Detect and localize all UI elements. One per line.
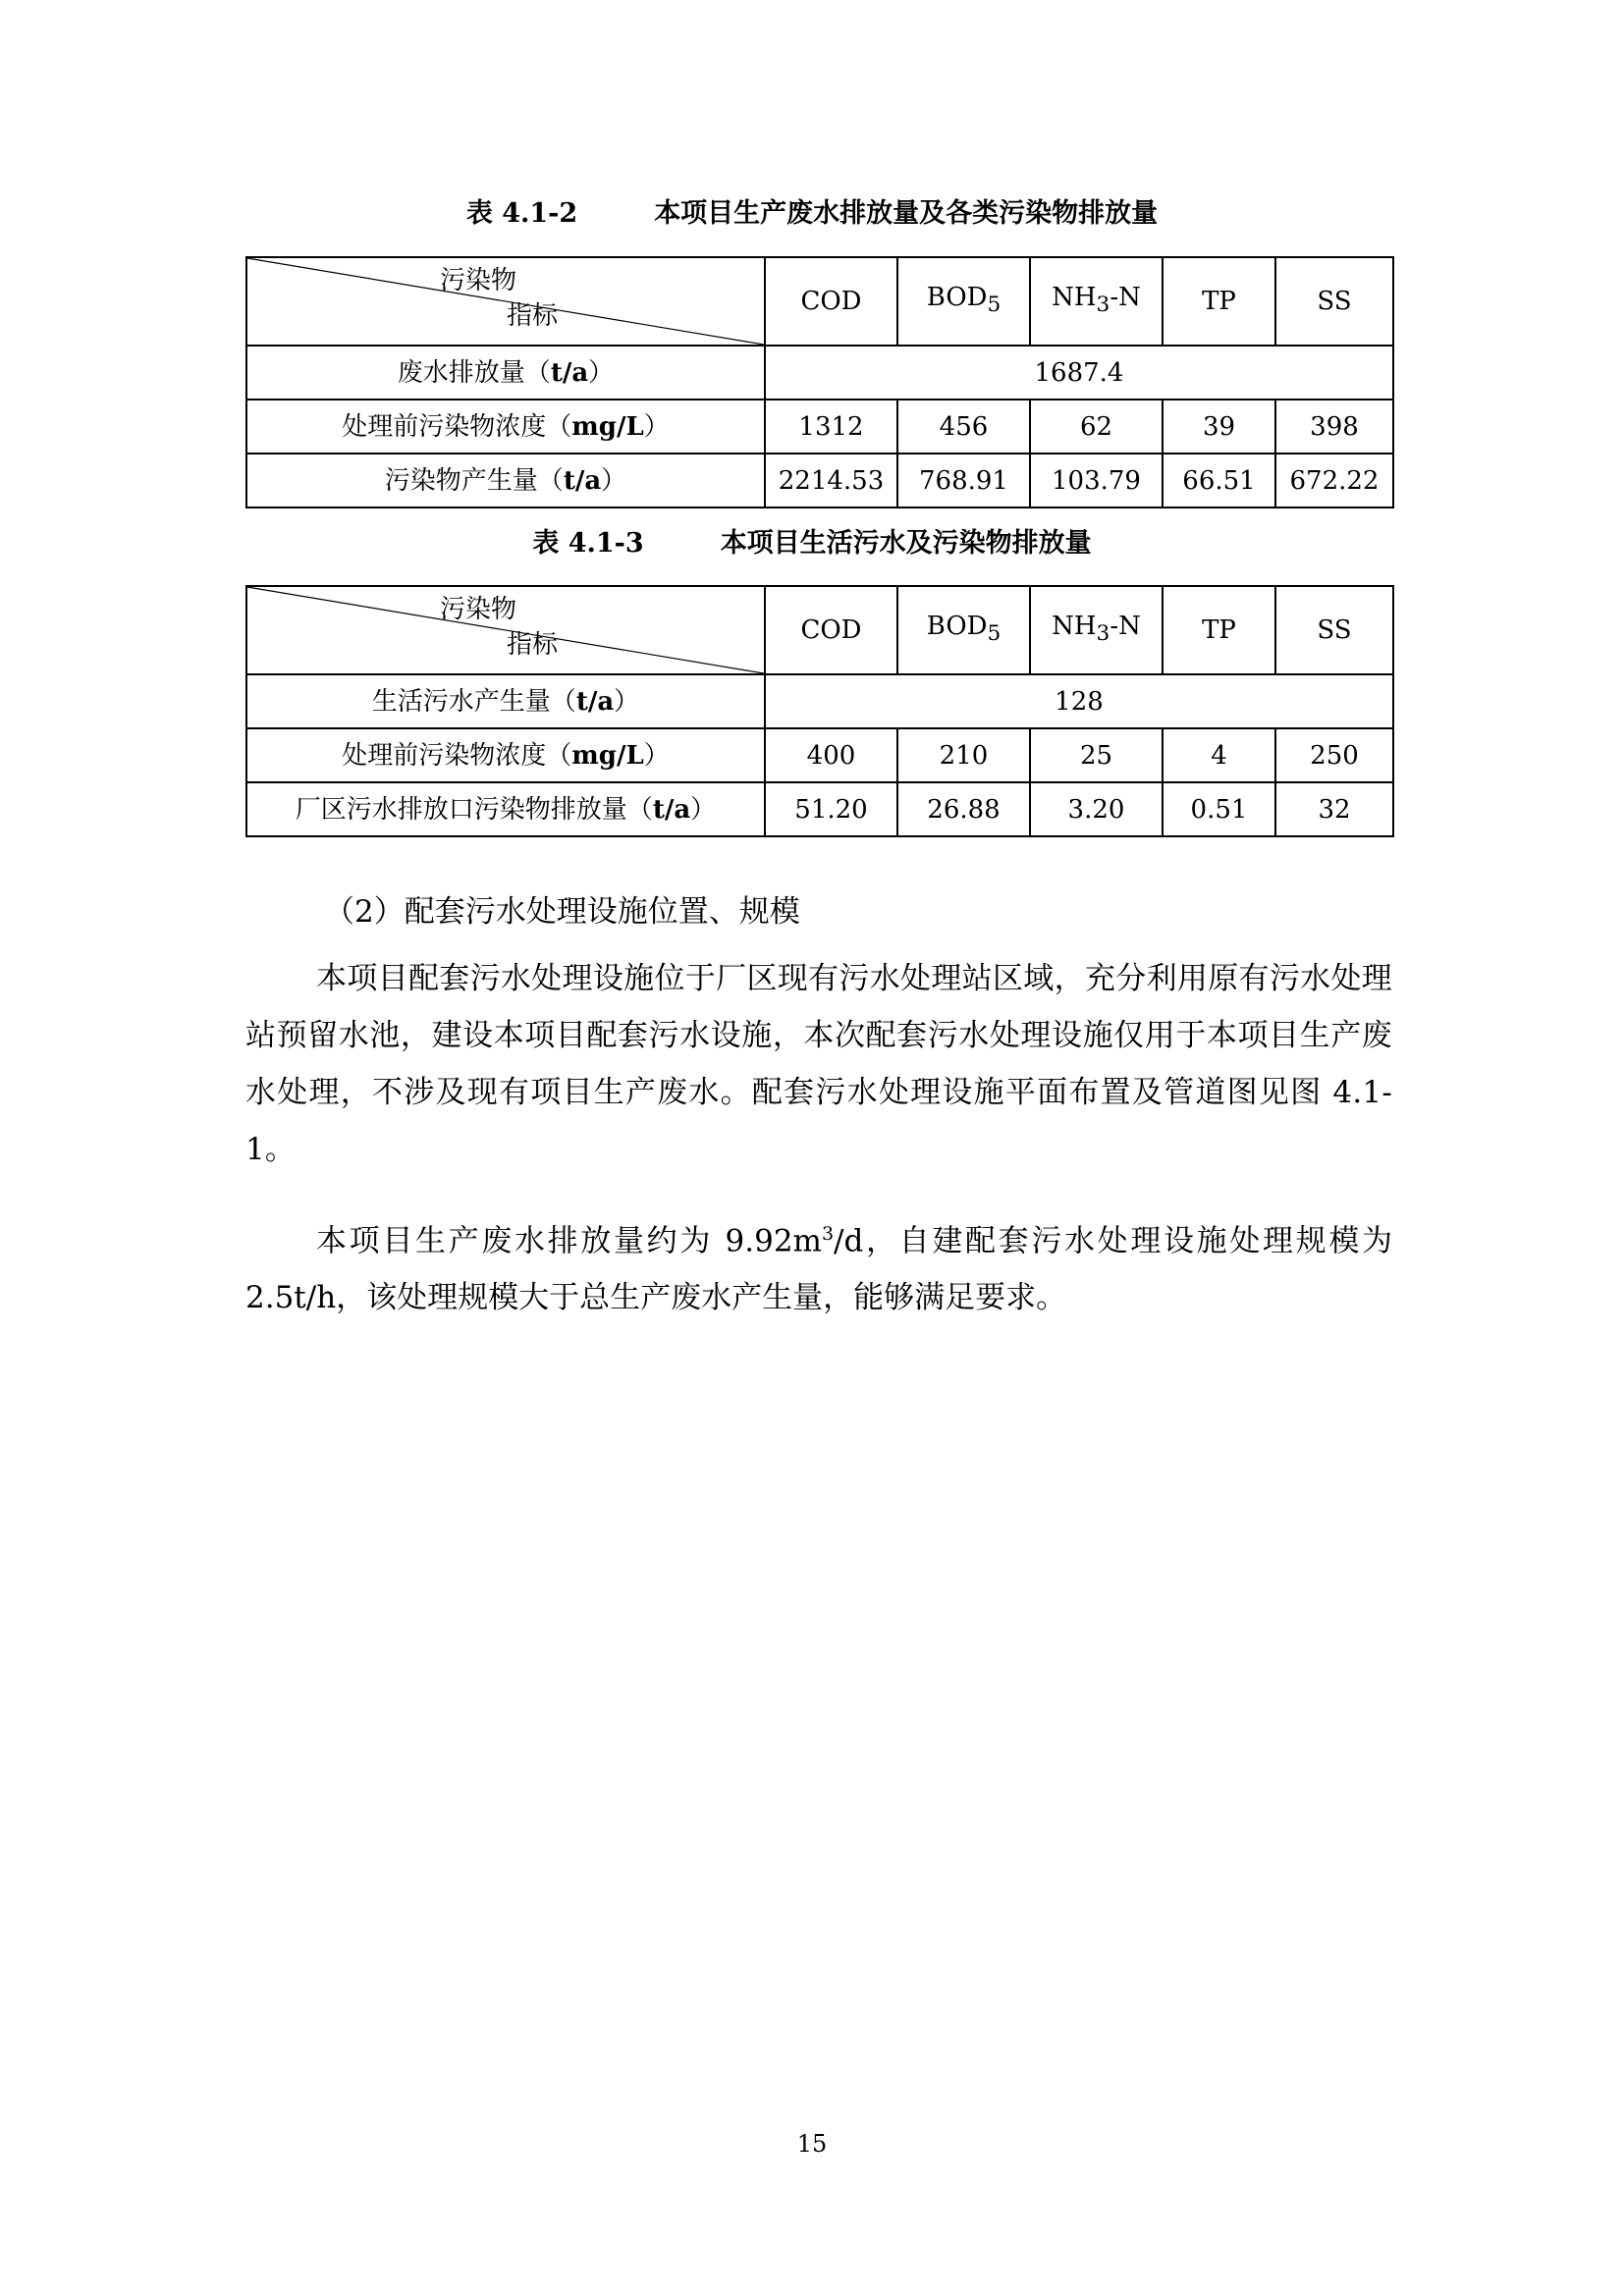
table-cell: 66.51 [1163, 454, 1275, 507]
table-row [246, 674, 1393, 728]
column-header-ss: SS [1275, 586, 1393, 674]
column-header-bod5: $BOD_5$ [897, 586, 1030, 674]
paragraph-text: /d，自建配套污水处理设施处理规模为 2.5t/h，该处理规模大于总生产废水产生量，能够满足要求。 [245, 1223, 1392, 1316]
column-header-nh3n: $NH_3-N$ [1030, 257, 1163, 346]
table-4-1-2-caption [0, 196, 1624, 232]
merged-value-cell: 128 [765, 674, 1393, 728]
table-cell: 4 [1163, 728, 1275, 782]
corner-label-indicator: 指标 [507, 301, 559, 331]
table-cell: 210 [897, 728, 1030, 782]
table-number: 表 4.1-2 [465, 198, 578, 229]
column-header-cod: COD [765, 586, 897, 674]
body-paragraph: 本项目配套污水处理设施位于厂区现有污水处理站区域，充分利用原有污水处理站预留水池，建设本项目配套污水设施，本次配套污水处理设施仅用于本项目生产废水处理，不涉及现有项目生产废水。配套污水处理设施平面布置及管道图见图 4.1-1。 [245, 961, 1392, 1167]
table-cell: 456 [897, 400, 1030, 454]
page-number: 15 [796, 2130, 828, 2158]
table-cell: 51.20 [765, 782, 897, 836]
table-cell: 26.88 [897, 782, 1030, 836]
paragraph-text: 本项目生产废水排放量约为 9.92m [316, 1223, 822, 1259]
table-cell: 768.91 [897, 454, 1030, 507]
table-cell: 3.20 [1030, 782, 1163, 836]
row-label: 废水排放量（t/a） [246, 346, 765, 400]
row-label: 生活污水产生量（t/a） [246, 674, 765, 728]
domestic-sewage-table [245, 585, 1394, 837]
body-paragraph [245, 1205, 1392, 1326]
column-header-tp: TP [1163, 257, 1275, 346]
table-cell: 62 [1030, 400, 1163, 454]
table-cell: 2214.53 [765, 454, 897, 507]
table-cell: 25 [1030, 728, 1163, 782]
table-cell: 103.79 [1030, 454, 1163, 507]
corner-header-cell [246, 257, 765, 346]
row-label: 处理前污染物浓度（mg/L） [246, 728, 765, 782]
table-cell: 0.51 [1163, 782, 1275, 836]
corner-label-pollutant: 污染物 [440, 266, 517, 295]
table-row [246, 346, 1393, 400]
table-4-1-3-caption [0, 526, 1624, 561]
table-cell: 32 [1275, 782, 1393, 836]
table-row [246, 728, 1393, 782]
table-title: 本项目生产废水排放量及各类污染物排放量 [654, 198, 1159, 229]
column-header-tp: TP [1163, 586, 1275, 674]
table-row [246, 782, 1393, 836]
table-row [246, 400, 1393, 454]
table-cell: 1312 [765, 400, 897, 454]
row-label: 处理前污染物浓度（mg/L） [246, 400, 765, 454]
superscript: 3 [821, 1223, 835, 1245]
row-label: 污染物产生量（t/a） [246, 454, 765, 507]
table-cell: 39 [1163, 400, 1275, 454]
table-number: 表 4.1-3 [532, 528, 644, 559]
corner-label-indicator: 指标 [507, 630, 559, 660]
table-title: 本项目生活污水及污染物排放量 [720, 528, 1092, 559]
table-cell: 250 [1275, 728, 1393, 782]
table-cell: 398 [1275, 400, 1393, 454]
table-header-row [246, 257, 1393, 346]
corner-header-cell [246, 586, 765, 674]
table-cell: 400 [765, 728, 897, 782]
row-label: 厂区污水排放口污染物排放量（t/a） [246, 782, 765, 836]
corner-label-pollutant: 污染物 [440, 595, 517, 624]
column-header-cod: COD [765, 257, 897, 346]
wastewater-production-table [245, 256, 1394, 508]
column-header-nh3n: $NH_3-N$ [1030, 586, 1163, 674]
table-row [246, 454, 1393, 507]
merged-value-cell: 1687.4 [765, 346, 1393, 400]
table-header-row [246, 586, 1393, 674]
table-cell: 672.22 [1275, 454, 1393, 507]
section-heading: （2）配套污水处理设施位置、规模 [324, 894, 800, 930]
column-header-ss: SS [1275, 257, 1393, 346]
column-header-bod5: $BOD_5$ [897, 257, 1030, 346]
